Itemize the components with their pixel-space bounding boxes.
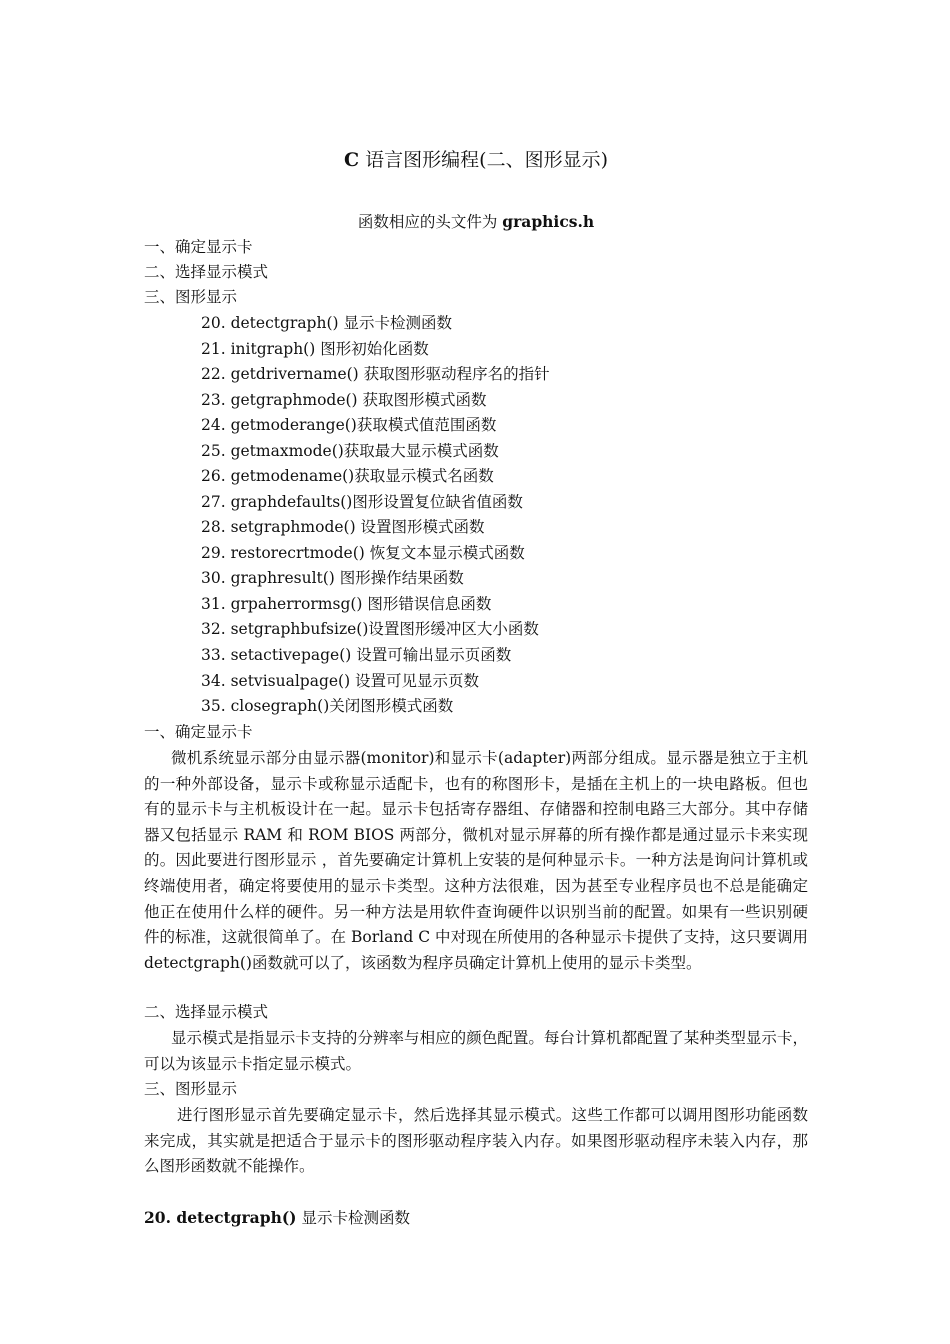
- function-heading: [144, 1205, 410, 1231]
- function-item: 32. setgraphbufsize()设置图形缓冲区大小函数: [201, 620, 539, 638]
- function-item: 24. getmoderange()获取模式值范围函数: [201, 416, 497, 434]
- page-title: [144, 146, 808, 174]
- function-item: 35. closegraph()关闭图形模式函数: [201, 697, 454, 715]
- function-item: 20. detectgraph() 显示卡检测函数: [201, 314, 452, 332]
- title-bold: C: [344, 149, 360, 171]
- function-item: 28. setgraphmode() 设置图形模式函数: [201, 518, 485, 536]
- function-item: 22. getdrivername() 获取图形驱动程序名的指针: [201, 365, 550, 383]
- function-heading-desc: 显示卡检测函数: [296, 1209, 410, 1227]
- section-paragraph: 显示模式是指显示卡支持的分辨率与相应的颜色配置。每台计算机都配置了某种类型显示卡，可以为该显示卡指定显示模式。: [144, 1029, 808, 1073]
- function-item: 26. getmodename()获取显示模式名函数: [201, 467, 494, 485]
- function-item: 31. grpaherrormsg() 图形错误信息函数: [201, 595, 492, 613]
- section-paragraph: 微机系统显示部分由显示器(monitor)和显示卡(adapter)两部分组成。显示器是独立于主机的一种外部设备，显示卡或称显示适配卡，也有的称图形卡，是插在主机上的一块电路板。但也有的显示卡与主机板设计在一起。显示卡包括寄存器组、存储器和控制电路三大部分。其中存储器又包括显示 RAM 和 ROM BIOS 两部分，微机对显示屏幕的所有操作都是通过显示卡来实现的。因此要进行图形显示 ，首先要确定计算机上安装的是何种显示卡。一种方法是询问计算机或终端使用者，确定将要使用的显示卡类型。这种方法很难，因为甚至专业程序员也不总是能确定他正在使用什么样的硬件。另一种方法是用软件查询硬件以识别当前的配置。如果有一些识别硬件的标准，这就很简单了。在 Borland C 中对现在所使用的各种显示卡提供了支持，这只要调用 detectgraph()函数就可以了，该函数为程序员确定计算机上使用的显示卡类型。: [144, 749, 808, 972]
- function-item: 29. restorecrtmode() 恢复文本显示模式函数: [201, 544, 525, 562]
- title-text: 语言图形编程(二、图形显示): [359, 149, 608, 171]
- outline-item: 一、确定显示卡: [144, 238, 253, 256]
- function-item: 25. getmaxmode()获取最大显示模式函数: [201, 442, 499, 460]
- header-file-name: graphics.h: [502, 212, 595, 231]
- function-item: 23. getgraphmode() 获取图形模式函数: [201, 391, 487, 409]
- section-paragraph: 进行图形显示首先要确定显示卡，然后选择其显示模式。这些工作都可以调用图形功能函数来完成，其实就是把适合于显示卡的图形驱动程序装入内存。如果图形驱动程序未装入内存，那么图形函数就不能操作。: [144, 1106, 808, 1176]
- function-item: 30. graphresult() 图形操作结果函数: [201, 569, 464, 587]
- function-item: 21. initgraph() 图形初始化函数: [201, 340, 429, 358]
- outline-item: 二、选择显示模式: [144, 263, 269, 281]
- section-heading: 一、确定显示卡: [144, 723, 253, 741]
- function-item: 34. setvisualpage() 设置可见显示页数: [201, 672, 480, 690]
- function-item: 33. setactivepage() 设置可输出显示页函数: [201, 646, 512, 664]
- section-heading: 二、选择显示模式: [144, 1003, 269, 1021]
- section-heading: 三、图形显示: [144, 1080, 238, 1098]
- function-heading-name: 20. detectgraph(): [144, 1208, 297, 1227]
- function-item: 27. graphdefaults()图形设置复位缺省值函数: [201, 493, 523, 511]
- subtitle-text: 函数相应的头文件为: [357, 213, 503, 231]
- outline-item: 三、图形显示: [144, 288, 238, 306]
- header-file-note: [144, 209, 808, 235]
